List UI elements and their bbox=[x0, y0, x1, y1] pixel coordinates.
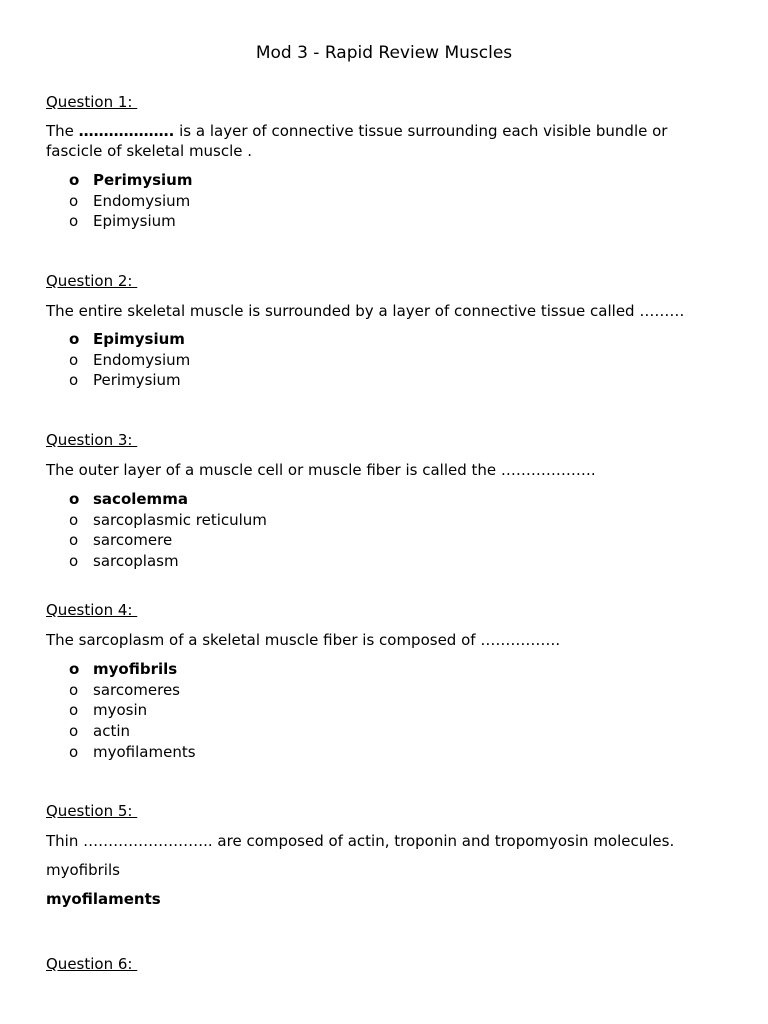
question-3-text: The outer layer of a muscle cell or muscle fiber is called the ………………. bbox=[46, 461, 596, 479]
bullet-marker: o bbox=[69, 171, 80, 189]
question-3-heading: Question 3: bbox=[46, 431, 138, 449]
question-4-heading: Question 4: bbox=[46, 601, 138, 619]
bullet-marker: o bbox=[69, 330, 80, 348]
question-5-answer: myofibrils bbox=[46, 861, 120, 879]
option-label: myosin bbox=[93, 701, 148, 720]
option-label: Perimysium bbox=[93, 171, 193, 189]
question-4-option bbox=[69, 742, 196, 763]
question-4-option bbox=[69, 700, 196, 721]
bullet-marker: o bbox=[69, 531, 79, 550]
option-label: myofibrils bbox=[93, 660, 178, 678]
bullet-marker: o bbox=[69, 722, 79, 741]
bullet-marker: o bbox=[69, 191, 79, 210]
question-2-option bbox=[69, 329, 190, 350]
question-1-options bbox=[69, 170, 193, 232]
question-1-text-before: The bbox=[46, 122, 79, 140]
option-label: actin bbox=[93, 722, 130, 741]
question-5-heading: Question 5: bbox=[46, 802, 138, 820]
question-1-text bbox=[46, 121, 726, 161]
bullet-marker: o bbox=[69, 660, 80, 678]
question-5-answer-correct: myofilaments bbox=[46, 890, 161, 908]
bullet-marker: o bbox=[69, 701, 79, 720]
question-4-option bbox=[69, 721, 196, 742]
question-1-text-after: is a layer of connective tissue surrounding each visible bundle or fascicle of skeletal muscle . bbox=[46, 122, 668, 160]
question-4-option bbox=[69, 659, 196, 680]
option-label: Endomysium bbox=[93, 191, 191, 210]
question-1-option bbox=[69, 170, 193, 191]
question-2-option bbox=[69, 350, 190, 371]
question-4-text: The sarcoplasm of a skeletal muscle fiber is composed of ……………. bbox=[46, 631, 561, 649]
question-4-options bbox=[69, 659, 196, 762]
bullet-marker: o bbox=[69, 490, 80, 508]
option-label: Perimysium bbox=[93, 371, 181, 390]
option-label: sacolemma bbox=[93, 490, 188, 508]
bullet-marker: o bbox=[69, 212, 79, 231]
question-1-heading: Question 1: bbox=[46, 93, 138, 111]
option-label: Endomysium bbox=[93, 350, 191, 369]
question-3-option bbox=[69, 530, 267, 551]
option-label: sarcoplasm bbox=[93, 552, 179, 571]
bullet-marker: o bbox=[69, 552, 79, 571]
bullet-marker: o bbox=[69, 350, 79, 369]
question-2-options bbox=[69, 329, 190, 391]
question-2-option bbox=[69, 370, 190, 391]
question-2-heading: Question 2: bbox=[46, 272, 138, 290]
question-1-option bbox=[69, 191, 193, 212]
question-1-option bbox=[69, 211, 193, 232]
question-3-option bbox=[69, 510, 267, 531]
option-label: sarcomeres bbox=[93, 680, 180, 699]
option-label: myofilaments bbox=[93, 742, 196, 761]
question-6-heading: Question 6: bbox=[46, 955, 138, 973]
question-5-text: Thin …………………….. are composed of actin, troponin and tropomyosin molecules. bbox=[46, 832, 675, 850]
bullet-marker: o bbox=[69, 510, 79, 529]
bullet-marker: o bbox=[69, 742, 79, 761]
option-label: Epimysium bbox=[93, 330, 185, 348]
question-4-option bbox=[69, 680, 196, 701]
page-title: Mod 3 - Rapid Review Muscles bbox=[255, 43, 513, 63]
question-2-text: The entire skeletal muscle is surrounded by a layer of connective tissue called ……… bbox=[46, 302, 685, 320]
question-3-options bbox=[69, 489, 267, 572]
bullet-marker: o bbox=[69, 680, 79, 699]
question-1-blank: ………………. bbox=[78, 122, 175, 140]
question-3-option bbox=[69, 489, 267, 510]
option-label: sarcomere bbox=[93, 531, 173, 550]
question-3-option bbox=[69, 551, 267, 572]
option-label: Epimysium bbox=[93, 212, 176, 231]
option-label: sarcoplasmic reticulum bbox=[93, 510, 267, 529]
bullet-marker: o bbox=[69, 371, 79, 390]
